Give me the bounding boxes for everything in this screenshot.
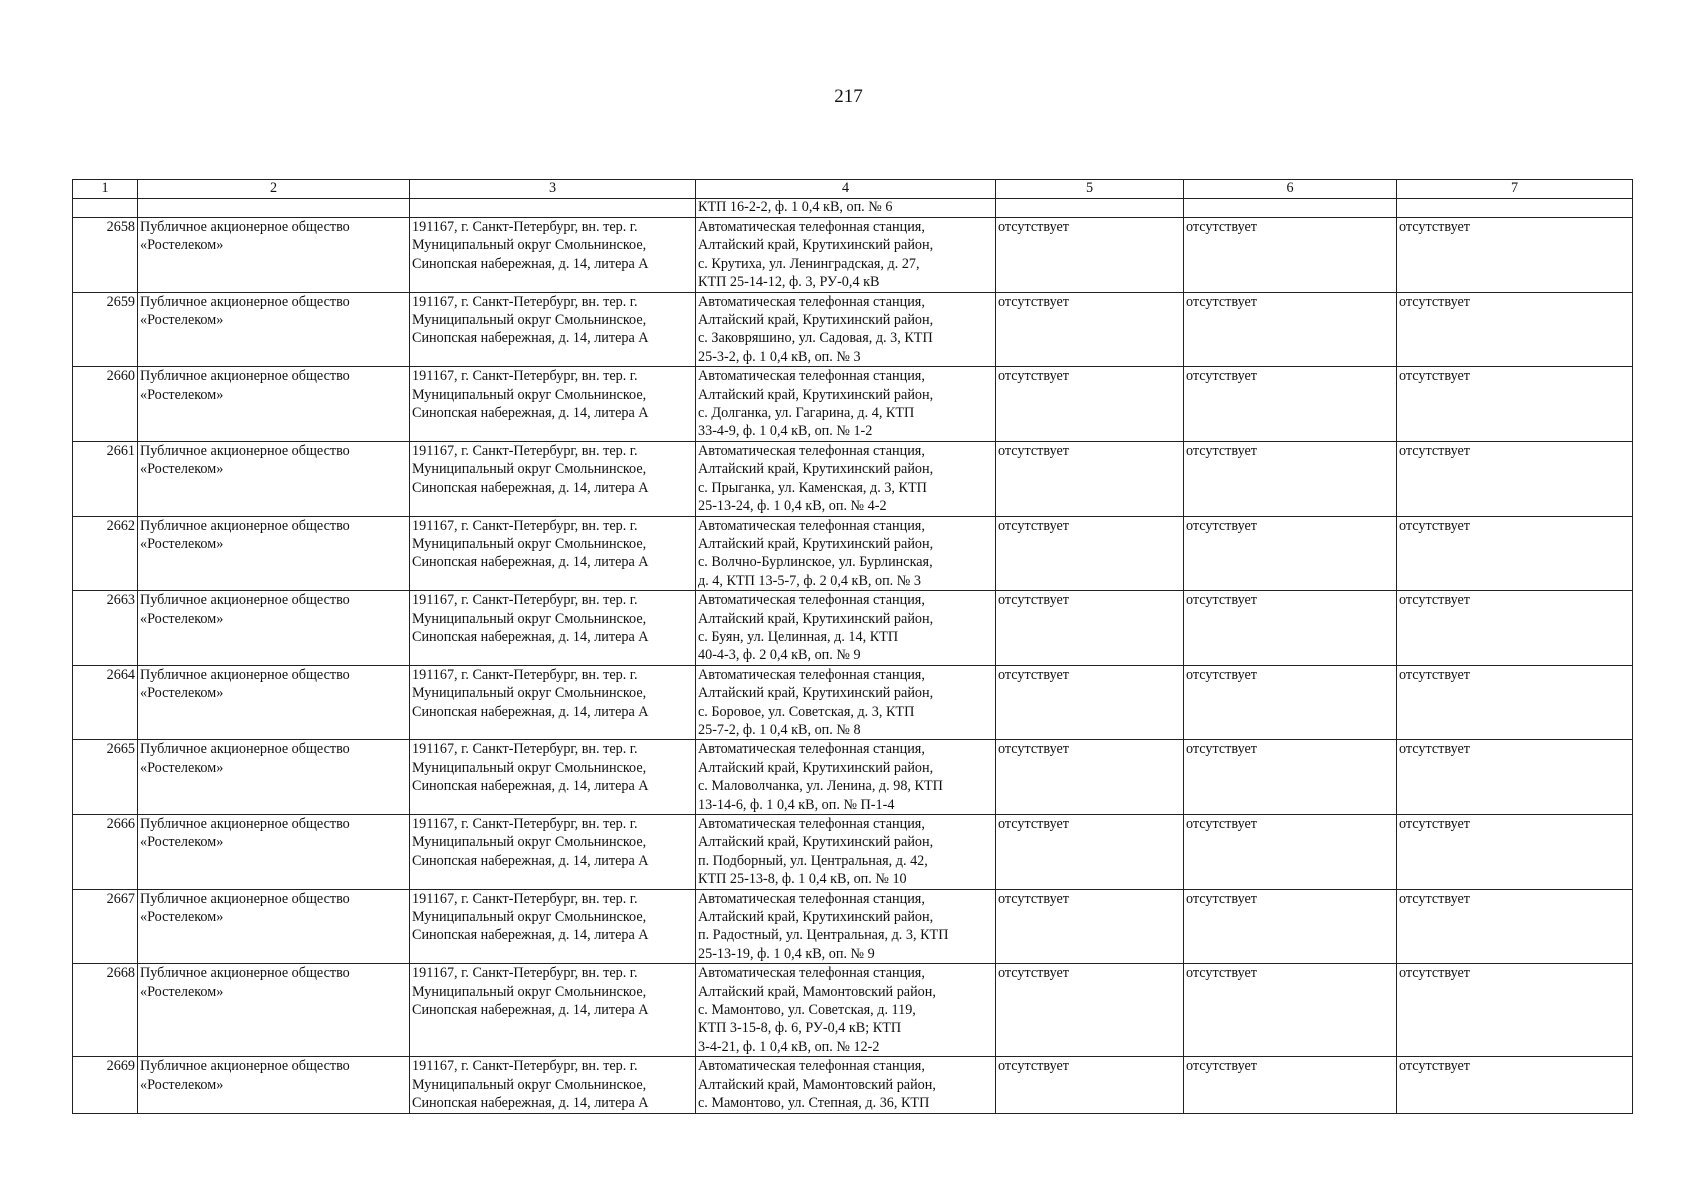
column-5-cell-text: отсутствует — [998, 666, 1069, 683]
column-6-cell-text: отсутствует — [1186, 517, 1257, 534]
owner-cell-text: Публичное акционерное общество «Ростелеком» — [140, 666, 350, 702]
column-5-cell — [996, 591, 1184, 666]
row-number-cell-text: 2663 — [106, 592, 135, 609]
owner-cell-text: Публичное акционерное общество «Ростелеком» — [140, 741, 350, 776]
column-header: 1 — [73, 180, 138, 199]
address-cell-text: 191167, г. Санкт-Петербург, вн. тер. г. Муниципальный округ Смольнинское, Синопская набережная, д. 14, литера А — [412, 666, 649, 720]
object-cell — [696, 740, 996, 815]
address-cell — [410, 889, 696, 964]
column-7-cell-text: отсутствует — [1399, 368, 1470, 385]
column-7-cell-text: отсутствует — [1399, 219, 1470, 235]
address-cell — [410, 441, 696, 516]
column-header: 7 — [1397, 180, 1633, 199]
column-5-cell — [996, 964, 1184, 1057]
object-cell — [696, 591, 996, 666]
column-5-cell — [996, 292, 1184, 367]
column-7-cell-text: отсутствует — [1399, 890, 1470, 907]
row-number-cell-text: 2658 — [106, 219, 135, 235]
continuation-cell — [1184, 199, 1397, 218]
owner-cell-text: Публичное акционерное общество «Ростелеком» — [140, 442, 350, 478]
table-row — [73, 964, 1633, 1057]
row-number-cell-text: 2660 — [106, 368, 135, 385]
column-6-cell-text: отсутствует — [1186, 442, 1257, 459]
row-number-cell-text: 2666 — [106, 816, 135, 832]
address-cell — [410, 218, 696, 293]
column-6-cell-text: отсутствует — [1186, 965, 1257, 982]
object-cell-text: Автоматическая телефонная станция, Алтайский край, Крутихинский район, с. Прыганка, ул. Каменская, д. 3, КТП 25-13-24, ф. 1 0,4 кВ, оп. № 4-2 — [698, 442, 934, 515]
column-5-cell — [996, 889, 1184, 964]
column-5-cell-text: отсутствует — [998, 517, 1069, 534]
table-row — [73, 591, 1633, 666]
column-7-cell — [1397, 815, 1633, 890]
owner-cell — [138, 516, 410, 591]
address-cell — [410, 815, 696, 890]
address-cell — [410, 292, 696, 367]
row-number-cell — [73, 964, 138, 1057]
column-7-cell — [1397, 441, 1633, 516]
table-row — [73, 516, 1633, 591]
object-cell-text: Автоматическая телефонная станция, Алтайский край, Крутихинский район, с. Крутиха, ул. Ленинградская, д. 27, КТП 25-14-12, ф. 3, РУ-0,4 кВ — [698, 219, 934, 291]
owner-cell-text: Публичное акционерное общество «Ростелеком» — [140, 293, 350, 329]
row-number-cell — [73, 292, 138, 367]
column-5-cell-text: отсутствует — [998, 442, 1069, 459]
column-5-cell — [996, 441, 1184, 516]
object-cell-text: Автоматическая телефонная станция, Алтайский край, Крутихинский район, с. Долганка, ул. Гагарина, д. 4, КТП 33-4-9, ф. 1 0,4 кВ, оп. № 1-2 — [698, 368, 934, 440]
owner-cell — [138, 591, 410, 666]
column-header: 6 — [1184, 180, 1397, 199]
continuation-cell — [138, 199, 410, 218]
column-6-cell-text: отсутствует — [1186, 890, 1257, 907]
row-number-cell-text: 2668 — [106, 965, 135, 982]
owner-cell-text: Публичное акционерное общество «Ростелеком» — [140, 965, 350, 1000]
column-header-row — [73, 180, 1633, 199]
column-6-cell-text: отсутствует — [1186, 592, 1257, 609]
register-table-body — [73, 180, 1633, 1114]
address-cell-text: 191167, г. Санкт-Петербург, вн. тер. г. Муниципальный округ Смольнинское, Синопская набережная, д. 14, литера А — [412, 442, 649, 496]
column-6-cell — [1184, 964, 1397, 1057]
address-cell — [410, 740, 696, 815]
object-cell — [696, 441, 996, 516]
owner-cell — [138, 889, 410, 964]
row-number-cell — [73, 516, 138, 591]
column-5-cell — [996, 1057, 1184, 1113]
column-6-cell — [1184, 516, 1397, 591]
address-cell-text: 191167, г. Санкт-Петербург, вн. тер. г. Муниципальный округ Смольнинское, Синопская набережная, д. 14, литера А — [412, 965, 649, 1019]
owner-cell — [138, 292, 410, 367]
owner-cell — [138, 218, 410, 293]
column-header: 3 — [410, 180, 696, 199]
object-cell — [696, 964, 996, 1057]
column-5-cell — [996, 367, 1184, 442]
column-7-cell-text: отсутствует — [1399, 666, 1470, 683]
object-cell — [696, 367, 996, 442]
table-row — [73, 367, 1633, 442]
table-row — [73, 218, 1633, 293]
address-cell — [410, 367, 696, 442]
table-row — [73, 815, 1633, 890]
column-7-cell-text: отсутствует — [1399, 1058, 1470, 1075]
column-header: 2 — [138, 180, 410, 199]
owner-cell-text: Публичное акционерное общество «Ростелеком» — [140, 890, 350, 926]
address-cell — [410, 1057, 696, 1113]
column-6-cell — [1184, 740, 1397, 815]
address-cell-text: 191167, г. Санкт-Петербург, вн. тер. г. Муниципальный округ Смольнинское, Синопская набережная, д. 14, литера А — [412, 890, 649, 944]
address-cell-text: 191167, г. Санкт-Петербург, вн. тер. г. Муниципальный округ Смольнинское, Синопская набережная, д. 14, литера А — [412, 368, 649, 422]
column-7-cell — [1397, 889, 1633, 964]
column-5-cell — [996, 218, 1184, 293]
object-cell-text: Автоматическая телефонная станция, Алтайский край, Крутихинский район, с. Заковряшино, ул. Садовая, д. 3, КТП 25-3-2, ф. 1 0,4 кВ, оп. № 3 — [698, 293, 934, 365]
continuation-cell — [996, 199, 1184, 218]
page-number: 217 — [834, 86, 863, 107]
column-5-cell-text: отсутствует — [998, 965, 1069, 982]
owner-cell — [138, 441, 410, 516]
address-cell-text: 191167, г. Санкт-Петербург, вн. тер. г. Муниципальный округ Смольнинское, Синопская набережная, д. 14, литера А — [412, 293, 649, 347]
row-number-cell-text: 2664 — [106, 666, 135, 683]
address-cell — [410, 516, 696, 591]
column-5-cell-text: отсутствует — [998, 816, 1069, 832]
column-6-cell — [1184, 292, 1397, 367]
continuation-cell — [73, 199, 138, 218]
column-6-cell — [1184, 441, 1397, 516]
owner-cell — [138, 665, 410, 740]
row-number-cell-text: 2661 — [106, 442, 135, 459]
column-7-cell — [1397, 367, 1633, 442]
column-7-cell — [1397, 665, 1633, 740]
row-number-cell-text: 2669 — [106, 1058, 135, 1075]
row-number-cell — [73, 591, 138, 666]
object-cell — [696, 516, 996, 591]
address-cell-text: 191167, г. Санкт-Петербург, вн. тер. г. Муниципальный округ Смольнинское, Синопская набережная, д. 14, литера А — [412, 592, 649, 645]
column-7-cell — [1397, 292, 1633, 367]
table-row — [73, 1057, 1633, 1113]
column-6-cell-text: отсутствует — [1186, 666, 1257, 683]
row-number-cell — [73, 1057, 138, 1113]
column-6-cell-text: отсутствует — [1186, 368, 1257, 385]
row-number-cell — [73, 889, 138, 964]
object-cell-text: Автоматическая телефонная станция, Алтайский край, Крутихинский район, п. Подборный, ул. Центральная, д. 42, КТП 25-13-8, ф. 1 0,4 кВ, оп. № 10 — [698, 816, 934, 888]
column-6-cell — [1184, 218, 1397, 293]
row-number-cell-text: 2667 — [106, 890, 135, 907]
object-cell — [696, 815, 996, 890]
column-6-cell-text: отсутствует — [1186, 741, 1257, 758]
object-cell-text: Автоматическая телефонная станция, Алтайский край, Крутихинский район, п. Радостный, ул. Центральная, д. 3, КТП 25-13-19, ф. 1 0,4 кВ, оп. № 9 — [698, 890, 949, 962]
column-7-cell — [1397, 218, 1633, 293]
object-cell-text: Автоматическая телефонная станция, Алтайский край, Крутихинский район, с. Боровое, ул. Советская, д. 3, КТП 25-7-2, ф. 1 0,4 кВ, оп. № 8 — [698, 666, 934, 738]
object-cell-text: Автоматическая телефонная станция, Алтайский край, Мамонтовский район, с. Мамонтово, ул. Степная, д. 36, КТП — [698, 1058, 936, 1112]
owner-cell-text: Публичное акционерное общество «Ростелеком» — [140, 368, 350, 403]
column-5-cell — [996, 740, 1184, 815]
row-number-cell — [73, 740, 138, 815]
column-6-cell-text: отсутствует — [1186, 816, 1257, 832]
column-7-cell — [1397, 1057, 1633, 1113]
column-6-cell — [1184, 665, 1397, 740]
column-7-cell-text: отсутствует — [1399, 517, 1470, 534]
row-number-cell — [73, 218, 138, 293]
column-5-cell-text: отсутствует — [998, 219, 1069, 235]
column-7-cell-text: отсутствует — [1399, 816, 1470, 832]
column-6-cell — [1184, 367, 1397, 442]
column-7-cell — [1397, 516, 1633, 591]
table-row — [73, 292, 1633, 367]
column-5-cell-text: отсутствует — [998, 1058, 1069, 1075]
address-cell — [410, 591, 696, 666]
column-7-cell — [1397, 740, 1633, 815]
column-6-cell-text: отсутствует — [1186, 293, 1257, 310]
owner-cell — [138, 367, 410, 442]
row-number-cell-text: 2659 — [106, 293, 135, 310]
row-number-cell — [73, 815, 138, 890]
column-7-cell-text: отсутствует — [1399, 592, 1470, 609]
owner-cell-text: Публичное акционерное общество «Ростелеком» — [140, 816, 350, 851]
column-5-cell — [996, 815, 1184, 890]
address-cell — [410, 964, 696, 1057]
object-cell — [696, 218, 996, 293]
owner-cell — [138, 740, 410, 815]
column-5-cell — [996, 516, 1184, 591]
owner-cell — [138, 1057, 410, 1113]
column-header: 5 — [996, 180, 1184, 199]
owner-cell — [138, 964, 410, 1057]
column-6-cell — [1184, 889, 1397, 964]
address-cell — [410, 665, 696, 740]
column-7-cell-text: отсутствует — [1399, 442, 1470, 459]
column-6-cell — [1184, 1057, 1397, 1113]
register-table — [72, 179, 1633, 1114]
continuation-cell — [1397, 199, 1633, 218]
object-cell — [696, 292, 996, 367]
column-5-cell-text: отсутствует — [998, 741, 1069, 758]
owner-cell-text: Публичное акционерное общество «Ростелеком» — [140, 1058, 350, 1093]
address-cell-text: 191167, г. Санкт-Петербург, вн. тер. г. Муниципальный округ Смольнинское, Синопская набережная, д. 14, литера А — [412, 1058, 649, 1112]
object-cell-text: Автоматическая телефонная станция, Алтайский край, Крутихинский район, с. Волчно-Бурлинское, ул. Бурлинская, д. 4, КТП 13-5-7, ф. 2 0,4 кВ, оп. № 3 — [698, 517, 934, 589]
continuation-object-cell: КТП 16-2-2, ф. 1 0,4 кВ, оп. № 6 — [696, 199, 996, 218]
object-cell — [696, 1057, 996, 1113]
address-cell-text: 191167, г. Санкт-Петербург, вн. тер. г. Муниципальный округ Смольнинское, Синопская набережная, д. 14, литера А — [412, 517, 649, 571]
row-number-cell — [73, 441, 138, 516]
column-5-cell — [996, 665, 1184, 740]
object-cell — [696, 889, 996, 964]
continuation-cell — [410, 199, 696, 218]
object-cell-text: Автоматическая телефонная станция, Алтайский край, Крутихинский район, с. Маловолчанка, ул. Ленина, д. 98, КТП 13-14-6, ф. 1 0,4 кВ, оп. № П-1-4 — [698, 741, 943, 813]
column-6-cell-text: отсутствует — [1186, 219, 1257, 235]
table-row — [73, 665, 1633, 740]
continuation-row — [73, 199, 1633, 218]
object-cell-text: Автоматическая телефонная станция, Алтайский край, Крутихинский район, с. Буян, ул. Целинная, д. 14, КТП 40-4-3, ф. 2 0,4 кВ, оп. № 9 — [698, 592, 934, 664]
column-7-cell-text: отсутствует — [1399, 741, 1470, 758]
table-row — [73, 441, 1633, 516]
column-6-cell — [1184, 815, 1397, 890]
column-7-cell — [1397, 591, 1633, 666]
row-number-cell — [73, 665, 138, 740]
column-7-cell-text: отсутствует — [1399, 965, 1470, 982]
column-7-cell — [1397, 964, 1633, 1057]
table-row — [73, 889, 1633, 964]
column-6-cell-text: отсутствует — [1186, 1058, 1257, 1075]
object-cell — [696, 665, 996, 740]
owner-cell-text: Публичное акционерное общество «Ростелеком» — [140, 219, 350, 254]
table-row — [73, 740, 1633, 815]
address-cell-text: 191167, г. Санкт-Петербург, вн. тер. г. Муниципальный округ Смольнинское, Синопская набережная, д. 14, литера А — [412, 741, 649, 795]
column-6-cell — [1184, 591, 1397, 666]
column-5-cell-text: отсутствует — [998, 890, 1069, 907]
object-cell-text: Автоматическая телефонная станция, Алтайский край, Мамонтовский район, с. Мамонтово, ул. Советская, д. 119, КТП 3-15-8, ф. 6, РУ-0,4 кВ; КТП 3-4-21, ф. 1 0,4 кВ, оп. № 12-2 — [698, 965, 936, 1055]
column-7-cell-text: отсутствует — [1399, 293, 1470, 310]
row-number-cell-text: 2665 — [106, 741, 135, 758]
address-cell-text: 191167, г. Санкт-Петербург, вн. тер. г. Муниципальный округ Смольнинское, Синопская набережная, д. 14, литера А — [412, 219, 649, 272]
address-cell-text: 191167, г. Санкт-Петербург, вн. тер. г. Муниципальный округ Смольнинское, Синопская набережная, д. 14, литера А — [412, 816, 649, 869]
row-number-cell-text: 2662 — [106, 517, 135, 534]
column-5-cell-text: отсутствует — [998, 592, 1069, 609]
owner-cell-text: Публичное акционерное общество «Ростелеком» — [140, 592, 350, 627]
owner-cell-text: Публичное акционерное общество «Ростелеком» — [140, 517, 350, 552]
column-5-cell-text: отсутствует — [998, 368, 1069, 385]
column-header: 4 — [696, 180, 996, 199]
row-number-cell — [73, 367, 138, 442]
column-5-cell-text: отсутствует — [998, 293, 1069, 310]
owner-cell — [138, 815, 410, 890]
